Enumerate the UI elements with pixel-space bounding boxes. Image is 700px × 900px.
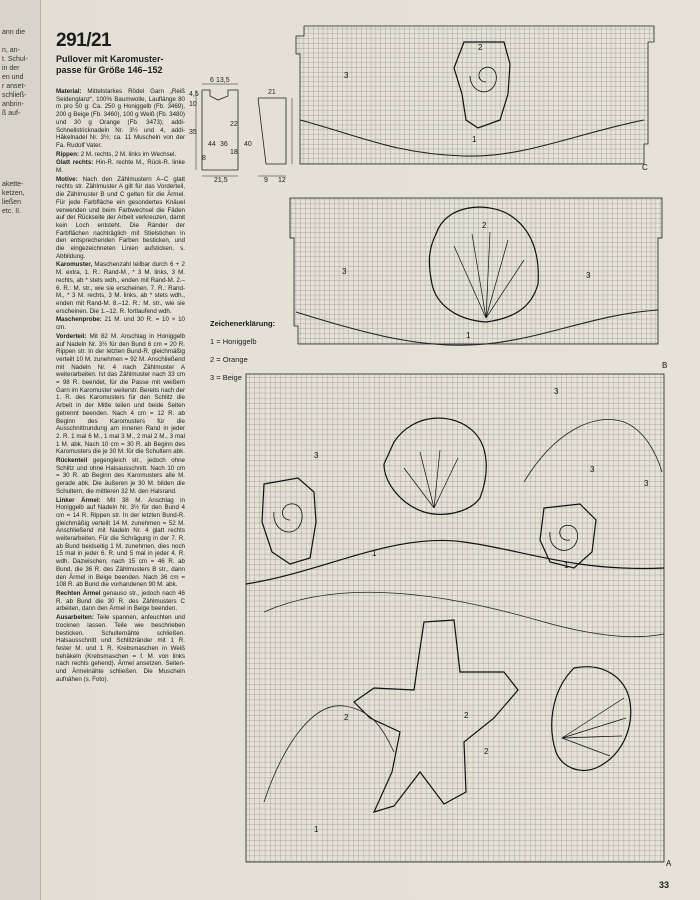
subtitle-line-1: Pullover mit Karomuster- [56, 54, 164, 64]
previous-page-text-mid [2, 180, 25, 216]
instruction-paragraph [56, 159, 185, 174]
chart-color-code: 1 [466, 331, 471, 340]
instruction-paragraph [56, 457, 185, 496]
previous-page-line: akette- [2, 181, 24, 188]
instruction-paragraph [56, 333, 185, 456]
schematic-dimension: 36 [220, 141, 228, 148]
pattern-number: 291/21 [56, 30, 112, 51]
schematic-dimension: 8 [202, 155, 206, 162]
schematic-dimension: 22 [230, 121, 238, 128]
chart-color-code: 1 [372, 549, 377, 558]
previous-page-line: n, an- [2, 47, 20, 54]
instruction-label: Karomuster, [56, 261, 93, 269]
previous-page-line: ann die [2, 29, 25, 36]
previous-page-text-top [2, 28, 28, 118]
instruction-paragraph [56, 590, 185, 613]
subtitle-line-2: passe für Größe 146–152 [56, 65, 163, 75]
chart-color-code: 2 [482, 221, 487, 230]
instruction-text: gegengleich str., jedoch ohne Schlitz und ohne Halsausschnitt. Nach 10 cm = 30 R. ab Beginn des Karomusters alle M. gerade abk. Die äußeren je 30 M. bilden die Schultern, die mittleren 32 M. den Halsrand. [56, 457, 185, 495]
schematic-dimension: 35 [189, 129, 197, 136]
chart-letter: B [662, 361, 668, 370]
schematic-dimension: 44 [208, 141, 216, 148]
previous-page-line: etc. II. [2, 208, 22, 215]
instruction-text: genauso str., jedoch nach 46 R. ab Bund die 30 R. des Zählmusters C arbeiten, dann den Ärmel in Beige beenden. [56, 590, 185, 613]
instruction-label: Ausarbeiten: [56, 614, 94, 622]
chart-color-code: 3 [644, 479, 649, 488]
instruction-text: 2 M. rechts, 2 M. links im Wechsel. [79, 150, 177, 158]
chart-b [286, 194, 672, 370]
previous-page-line: t. Schul- [2, 56, 28, 63]
chart-color-code: 3 [314, 451, 319, 460]
chart-a-grid [246, 374, 664, 862]
instructions-column [56, 88, 185, 684]
chart-letter: C [642, 163, 648, 172]
chart-color-code: 3 [590, 465, 595, 474]
legend-title: Zeichenerklärung: [210, 319, 276, 328]
page-number: 33 [659, 880, 670, 890]
instruction-label: Vorderteil: [56, 332, 87, 340]
previous-page-line: en und [2, 74, 24, 81]
pattern-subtitle [56, 54, 164, 76]
instruction-paragraph [56, 261, 185, 315]
instruction-label: Maschenprobe: [56, 316, 102, 324]
pattern-header [56, 30, 164, 76]
chart-color-code: 3 [344, 71, 349, 80]
instruction-text: Hin-R. rechte M., Rück-R. linke M. [56, 159, 185, 175]
chart-color-code: 2 [484, 747, 489, 756]
legend-item-beige: 3 = Beige [210, 373, 242, 382]
instruction-paragraph [56, 151, 185, 159]
instruction-text: Mit 38 M. Anschlag in Honiggelb auf Nadeln Nr. 3½ für den Bund 4 cm = 14 R. Rippen str. In der letzten Bund-R. gleichmäßig verteilt 14 M. zunehmen = 52 M. Anschließend mit Nadeln Nr. 4 glatt rechts weiterarbeiten. Für die Schrägung in der 7. R. ab Bund beidseitig 1 M. zunehmen, dies noch 15 mal in jeder 6. R. und 5 mal in jeder 4. R. wdh. Dazwischen, nach 15 cm = 46 R. ab Bund, die 36 R. des Zählmusters B str., dann den Ärmel in Beige beenden. Nach 36 cm = 108 R. ab Bund die vorhandenen 90 M. abk. [56, 496, 185, 589]
instruction-paragraph [56, 176, 185, 261]
instruction-label: Glatt rechts: [56, 159, 94, 167]
chart-color-code: 1 [314, 825, 319, 834]
instruction-text: Maschenzahl teilbar durch 6 + 2 M. extra, 1. R.: Rand-M., * 3 M. links, 3 M. rechts, ab * stets wdh., enden mit Rand-M. 2.–6. R.: M. str., wie sie erscheinen. 7. R.: Rand-M., * 3 M. rechts, 3 M. links, ab * stets wdh., enden mit Rand-M. 8.–12. R.: M. str., wie sie erscheinen. Die 1.–12. R. fortlaufend wdh. [56, 261, 185, 315]
chart-color-code: 1 [472, 135, 477, 144]
chart-color-code: 3 [554, 387, 559, 396]
schematic-dimension: 21,5 [214, 177, 228, 184]
schematic-dimension: 13,5 [216, 77, 230, 84]
instruction-label: Material: [56, 88, 82, 95]
previous-page-line: ließen [2, 199, 22, 206]
chart-color-code: 2 [478, 43, 483, 52]
chart-color-code: 1 [564, 561, 569, 570]
instruction-text: Mit 82 M. Anschlag in Honiggelb auf Nadeln Nr. 3½ für den Bund 6 cm = 20 R. Rippen str. In der letzten Bund-R. gleichmäßig verteilt 10 M. zunehmen = 92 M. Anschließend mit Nadeln Nr. 4 nach Zählmuster A weiterarbeiten. Ist das Zählmuster nach 33 cm = 98 R. beendet, für die Passe mit weißem Garn im Karomuster weiterstr. Bereits nach der 1. R. des Karomusters für den Schlitz die Arbeit in der Mitte teilen und beide Seiten getrennt beenden. Nach 4 cm = 12 R. ab Beginn des Karomusters für die Ausschnittrundung am inneren Rand in jeder 2. R. 1 mal 6 M., 1 mal 3 M., 2 mal 2 M., 3 mal 1 M. abk. Nach 10 cm = 30 R. ab Beginn des Karomusters die je 30 M. für die Schultern abk. [56, 332, 185, 456]
instruction-paragraph [56, 497, 185, 589]
previous-page-line: in der [2, 65, 20, 72]
chart-color-code: 3 [342, 267, 347, 276]
previous-page-line: r anset- [2, 83, 26, 90]
instruction-text: Mittelstarkes Rödel Garn „Reiß Seidenglanz“, 100% Baumwolle, Lauflänge 80 m pro 50 g: Ca. 250 g Honiggelb (Fb. 3469), 200 g Beige (Fb. 3460), 100 g Weiß (Fb. 3480) und 30 g Orange (Fb. 3473); addi-Schnellstricknadeln Nr. 3½ und 4, addi-Häkelnadel Nr. 3½; ca. 11 Muscheln von der Fa. Rudolf Vater. [56, 88, 185, 149]
chart-letter: A [666, 859, 672, 868]
schematic-dimension: 18 [230, 149, 238, 156]
instruction-label: Rückenteil [56, 457, 88, 465]
previous-page-line: anbrin- [2, 101, 24, 108]
legend-item-honiggelb: 1 = Honiggelb [210, 337, 257, 346]
previous-page-edge [0, 0, 41, 900]
chart-color-code: 3 [586, 271, 591, 280]
schematic-dimension: 40 [244, 141, 252, 148]
schematic-dimension: 6 [210, 77, 214, 84]
instruction-label: Motive: [56, 175, 78, 183]
instruction-paragraph [56, 316, 185, 331]
previous-page-line: schließ- [2, 92, 27, 99]
schematic-dimension: 10 [189, 101, 197, 108]
instruction-label: Linker Ärmel: [56, 496, 101, 504]
chart-a [244, 372, 676, 868]
previous-page-line: ß auf- [2, 110, 21, 117]
previous-page-line [2, 37, 28, 46]
instruction-paragraph [56, 88, 185, 150]
schematic-dimension: 9 [264, 177, 268, 184]
front-piece-outline [202, 90, 238, 170]
instruction-text: Nach den Zählmustern A–C glatt rechts str. Zählmuster A gilt für das Vorderteil, die Zählmuster B und C gelten für die Ärmel. Für jede Farbfläche ein gesondertes Knäuel verwenden und beim Farbwechsel die Fäden auf der Rückseite der Arbeit verkreuzen, damit kein Loch entsteht. Die Ränder der Farbflächen nachträglich mit Stielstichen in den entsprechenden Farben besticken, und die eingezeichneten Linien aufsticken, s. Abbildung. [56, 175, 185, 260]
instruction-label: Rechten Ärmel [56, 590, 101, 597]
legend-item-orange: 2 = Orange [210, 355, 248, 364]
instruction-text: 21 M. und 30 R. = 10 × 10 cm. [56, 316, 185, 332]
schematic-dimension: 12 [278, 177, 286, 184]
schematic-dimension: 21 [268, 89, 276, 96]
schematic-dimension: 4,5 [189, 91, 199, 98]
instruction-paragraph [56, 614, 185, 683]
instruction-text: Teile spannen, anfeuchten und trocknen lassen. Teile wie beschrieben besticken. Schulternähte schließen. Halsausschnitt und Schlitzränder mit 1 R. fester M. und 1 R. Krebsmaschen in Weiß behäkeln (Krebsmaschen = f. M. von links nach rechts gehend). Ärmel ansetzen. Seiten- und Ärmelnähte schließen. Die Muscheln aufnähen (s. Foto). [56, 614, 185, 683]
previous-page-line: ketzen, [2, 190, 25, 197]
chart-color-code: 2 [344, 713, 349, 722]
instruction-label: Rippen: [56, 150, 80, 158]
chart-color-code: 2 [464, 711, 469, 720]
sleeve-piece-outline [258, 98, 286, 164]
chart-c [294, 24, 662, 172]
garment-schematic [188, 76, 300, 184]
